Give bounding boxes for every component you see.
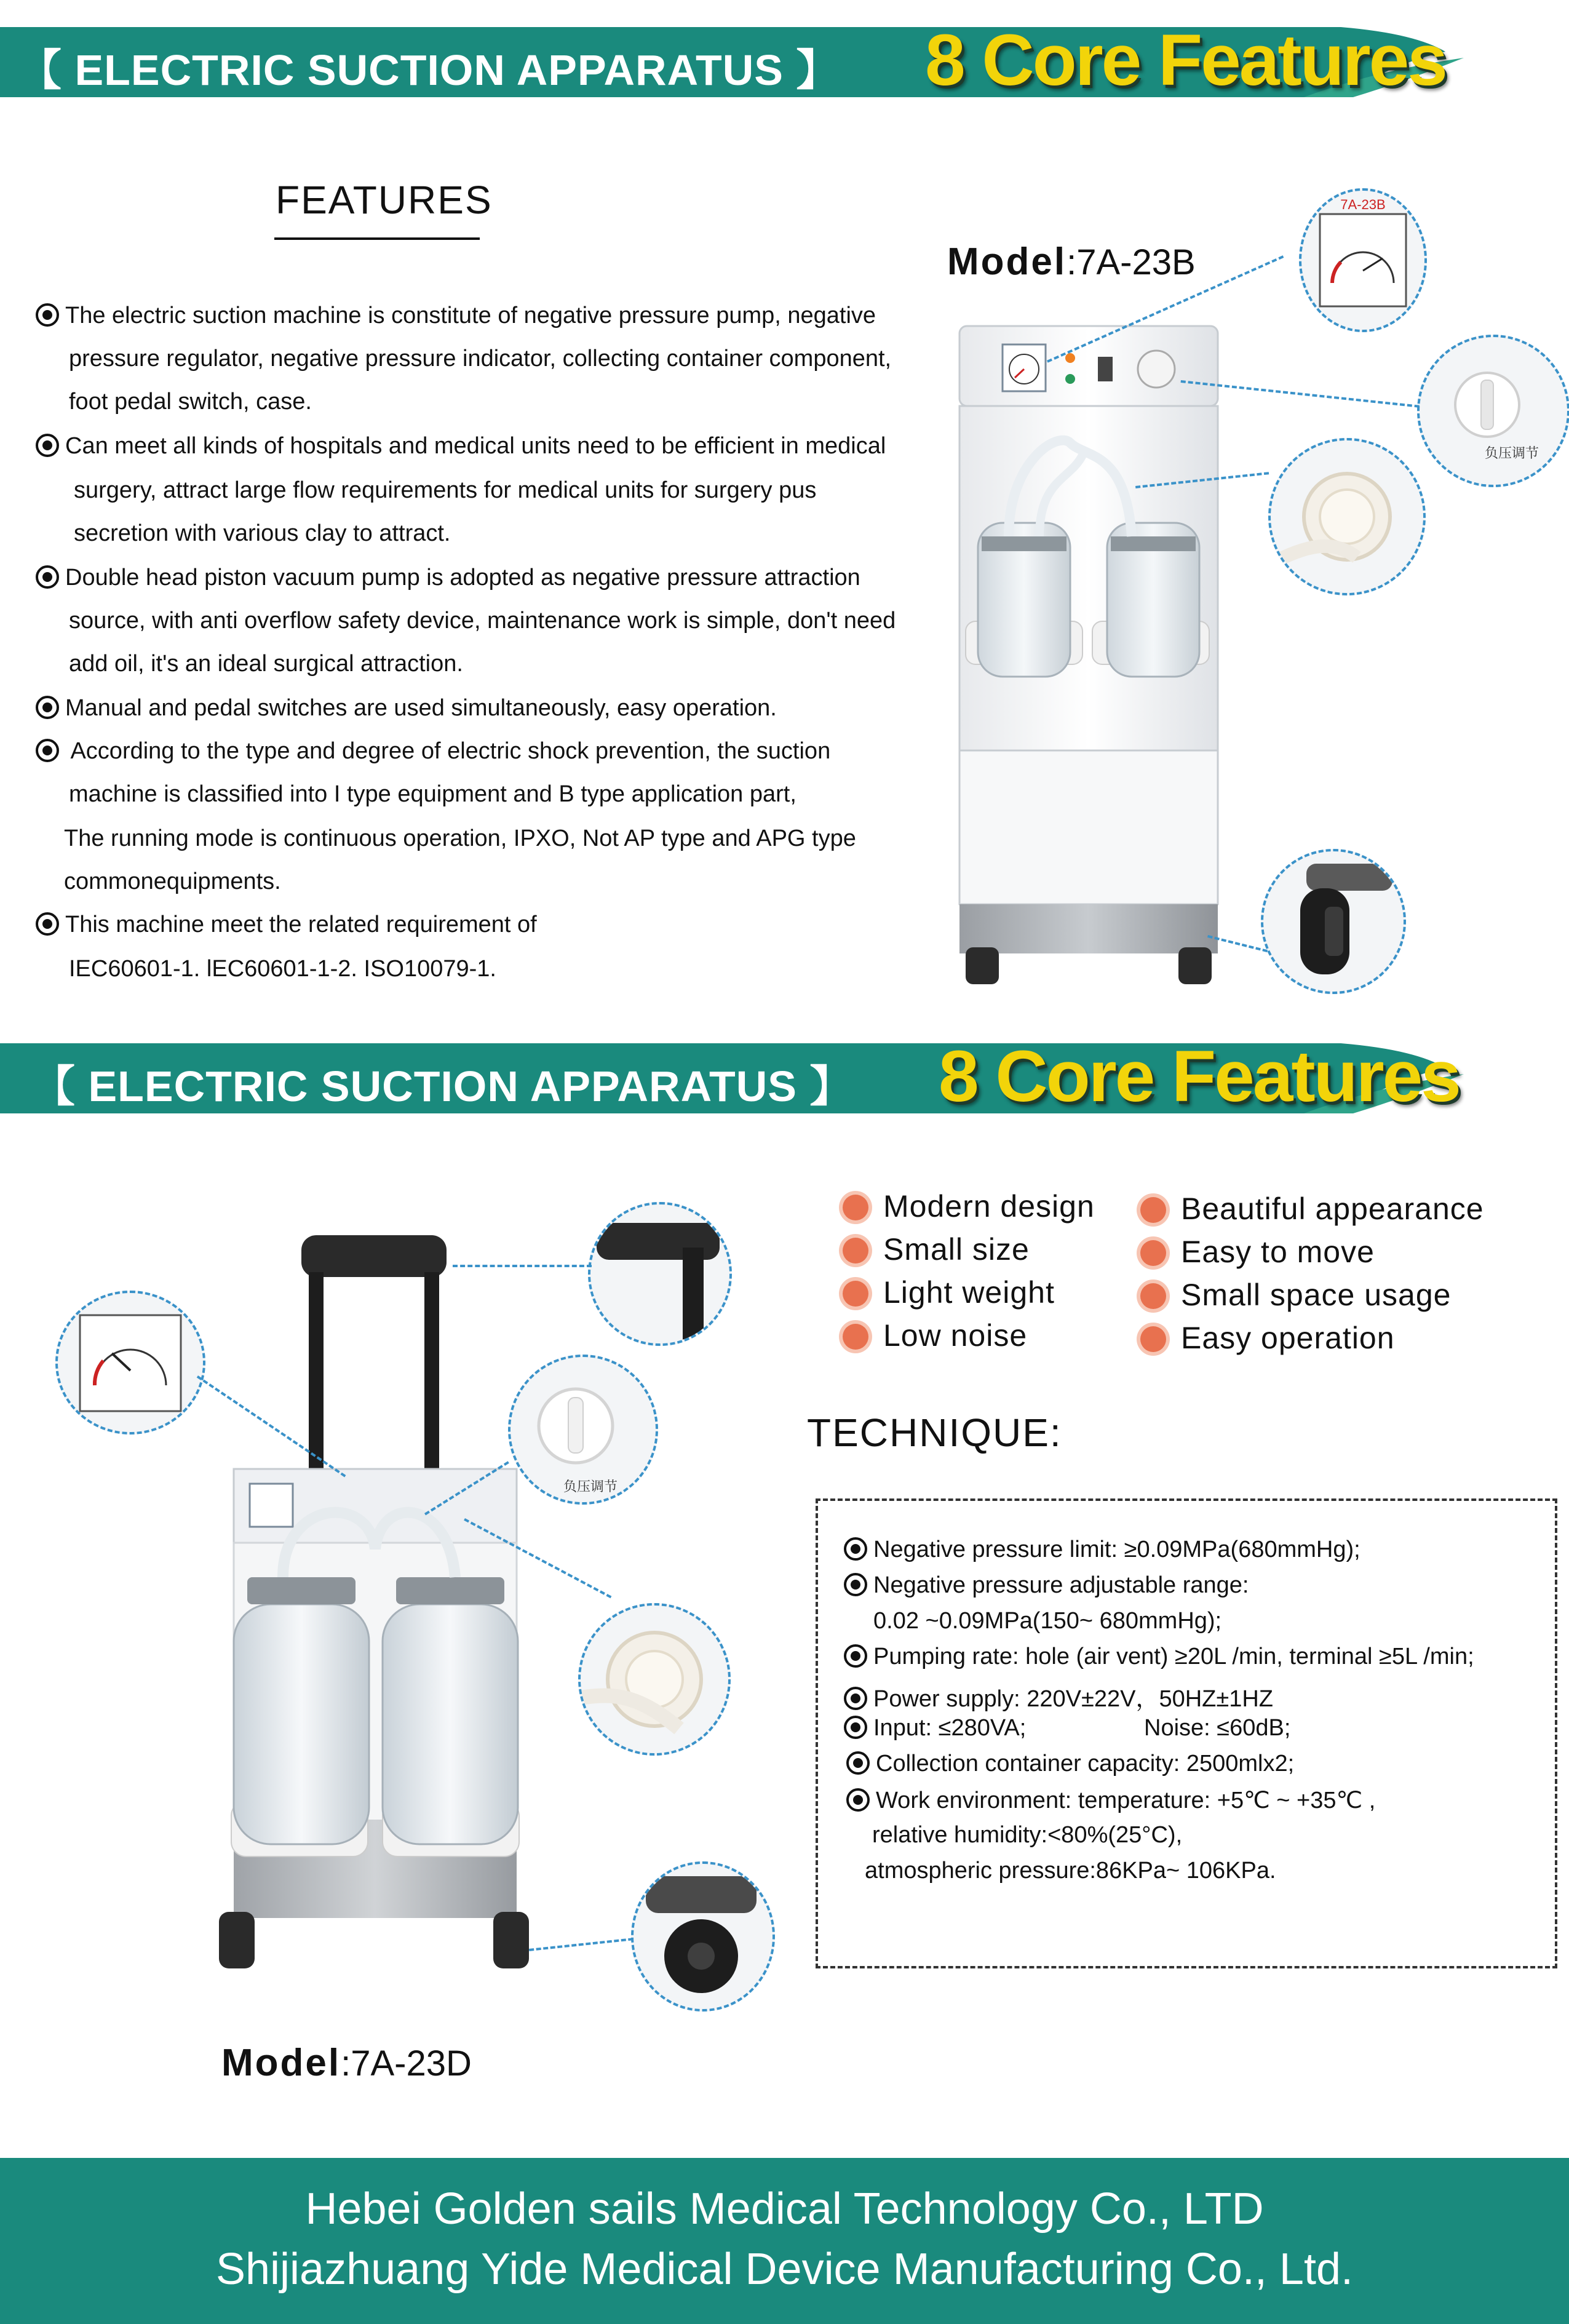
wheel-zoom-circle-b	[631, 1861, 775, 2012]
handle-leader-line	[453, 1265, 592, 1267]
footer-company-1: Hebei Golden sails Medical Technology Co., LTD	[305, 2184, 1264, 2234]
feature-line: Manual and pedal switches are used simultaneously, easy operation.	[36, 686, 777, 730]
bullet-icon	[846, 1788, 870, 1812]
wheel-zoom-circle	[1261, 849, 1406, 994]
gauge-zoom-circle	[1299, 188, 1427, 332]
technique-line: Work environment: temperature: +5℃ ~ +35℃ ,	[846, 1786, 1375, 1814]
gauge-zoom-circle-b	[55, 1291, 205, 1435]
knob-label-b: 负压调节	[563, 1479, 618, 1495]
feature-line: The electric suction machine is constitute of negative pressure pump, negative	[36, 294, 876, 337]
model-label-7a23d: Model:7A-23D	[221, 2042, 472, 2084]
feature-line: According to the type and degree of electric shock prevention, the suction	[36, 730, 830, 773]
top-banner	[0, 22, 1569, 102]
bullet-icon	[36, 303, 59, 327]
banner-core-features: 8 Core Features	[925, 20, 1446, 101]
bullet-icon	[844, 1537, 867, 1561]
technique-line: 0.02 ~0.09MPa(150~ 680mmHg);	[873, 1608, 1222, 1634]
knob-label: 负压调节	[1484, 446, 1539, 461]
dot-icon	[1140, 1326, 1166, 1352]
feature-line: This machine meet the related requirement of	[36, 903, 537, 946]
features-heading: FEATURES	[276, 178, 493, 222]
banner-title: 【 ELECTRIC SUCTION APPARATUS 】	[18, 46, 840, 94]
dot-icon	[843, 1238, 868, 1263]
core-feature-item: Easy operation	[1140, 1320, 1395, 1356]
dot-icon	[1140, 1283, 1166, 1309]
bullet-icon	[36, 739, 59, 762]
core-feature-item: Beautiful appearance	[1140, 1191, 1484, 1227]
filter-zoom-circle	[1268, 438, 1426, 595]
bullet-icon	[844, 1687, 867, 1710]
bullet-icon	[36, 912, 59, 936]
technique-line: Negative pressure adjustable range:	[844, 1572, 1249, 1599]
feature-line: secretion with various clay to attract.	[74, 520, 451, 546]
mid-banner	[0, 1038, 1569, 1118]
handle-zoom-circle	[588, 1202, 732, 1346]
knob-zoom-circle-b	[508, 1355, 658, 1505]
bullet-icon	[844, 1716, 867, 1739]
feature-line: Can meet all kinds of hospitals and medical units need to be efficient in medical	[36, 424, 886, 468]
feature-line: commonequipments.	[64, 869, 281, 894]
technique-line: Negative pressure limit: ≥0.09MPa(680mmHg);	[844, 1537, 1360, 1563]
gauge-model-label: 7A-23B	[1340, 197, 1386, 212]
bullet-icon	[36, 434, 59, 457]
dot-icon	[843, 1281, 868, 1307]
dot-icon	[843, 1324, 868, 1350]
dot-icon	[1140, 1197, 1166, 1223]
bullet-icon	[36, 565, 59, 589]
technique-line: Noise: ≤60dB;	[1144, 1715, 1291, 1741]
footer-company-2: Shijiazhuang Yide Medical Device Manufacturing Co., Ltd.	[215, 2245, 1354, 2294]
technique-line: Input: ≤280VA;	[844, 1715, 1026, 1741]
core-feature-item: Modern design	[843, 1188, 1095, 1224]
banner-core-features: 8 Core Features	[939, 1036, 1460, 1117]
core-feature-item: Small size	[843, 1232, 1030, 1267]
bullet-icon	[36, 696, 59, 719]
suction-machine-7a23b-image	[947, 320, 1230, 990]
feature-line: pressure regulator, negative pressure indicator, collecting container component,	[69, 346, 892, 372]
filter-zoom-circle-b	[578, 1603, 731, 1756]
core-feature-item: Low noise	[843, 1318, 1027, 1353]
core-feature-item: Easy to move	[1140, 1234, 1375, 1270]
bullet-icon	[844, 1644, 867, 1668]
core-feature-item: Light weight	[843, 1275, 1055, 1310]
dot-icon	[1140, 1240, 1166, 1266]
technique-line: Pumping rate: hole (air vent) ≥20L /min, terminal ≥5L /min;	[844, 1644, 1474, 1670]
feature-line: The running mode is continuous operation, IPXO, Not AP type and APG type	[64, 826, 856, 851]
feature-line: machine is classified into I type equipment and B type application part,	[69, 781, 796, 807]
technique-line: Collection container capacity: 2500mlx2;	[846, 1751, 1294, 1777]
banner-title: 【 ELECTRIC SUCTION APPARATUS 】	[32, 1062, 854, 1110]
wheel-leader-line-b	[529, 1938, 633, 1951]
feature-line: surgery, attract large flow requirements for medical units for surgery pus	[74, 477, 817, 503]
dot-icon	[843, 1195, 868, 1220]
bullet-icon	[844, 1573, 867, 1596]
footer	[0, 2158, 1569, 2324]
technique-line: Power supply: 220V±22V，50HZ±1HZ	[844, 1679, 1273, 1713]
features-underline	[274, 237, 480, 240]
knob-zoom-circle	[1417, 335, 1569, 487]
technique-heading: TECHNIQUE:	[807, 1411, 1062, 1455]
feature-line: Double head piston vacuum pump is adopted as negative pressure attraction	[36, 556, 860, 599]
model-label-7a23b: Model:7A-23B	[947, 241, 1196, 283]
feature-line: IEC60601-1. lEC60601-1-2. ISO10079-1.	[69, 956, 496, 982]
technique-line: relative humidity:<80%(25°C),	[872, 1822, 1183, 1848]
feature-line: add oil, it's an ideal surgical attraction.	[69, 651, 463, 677]
core-feature-item: Small space usage	[1140, 1277, 1451, 1313]
feature-line: source, with anti overflow safety device, maintenance work is simple, don't need	[69, 608, 896, 634]
technique-line: atmospheric pressure:86KPa~ 106KPa.	[865, 1858, 1276, 1884]
suction-machine-7a23d-image	[215, 1229, 535, 1973]
bullet-icon	[846, 1751, 870, 1775]
feature-line: foot pedal switch, case.	[69, 389, 312, 415]
